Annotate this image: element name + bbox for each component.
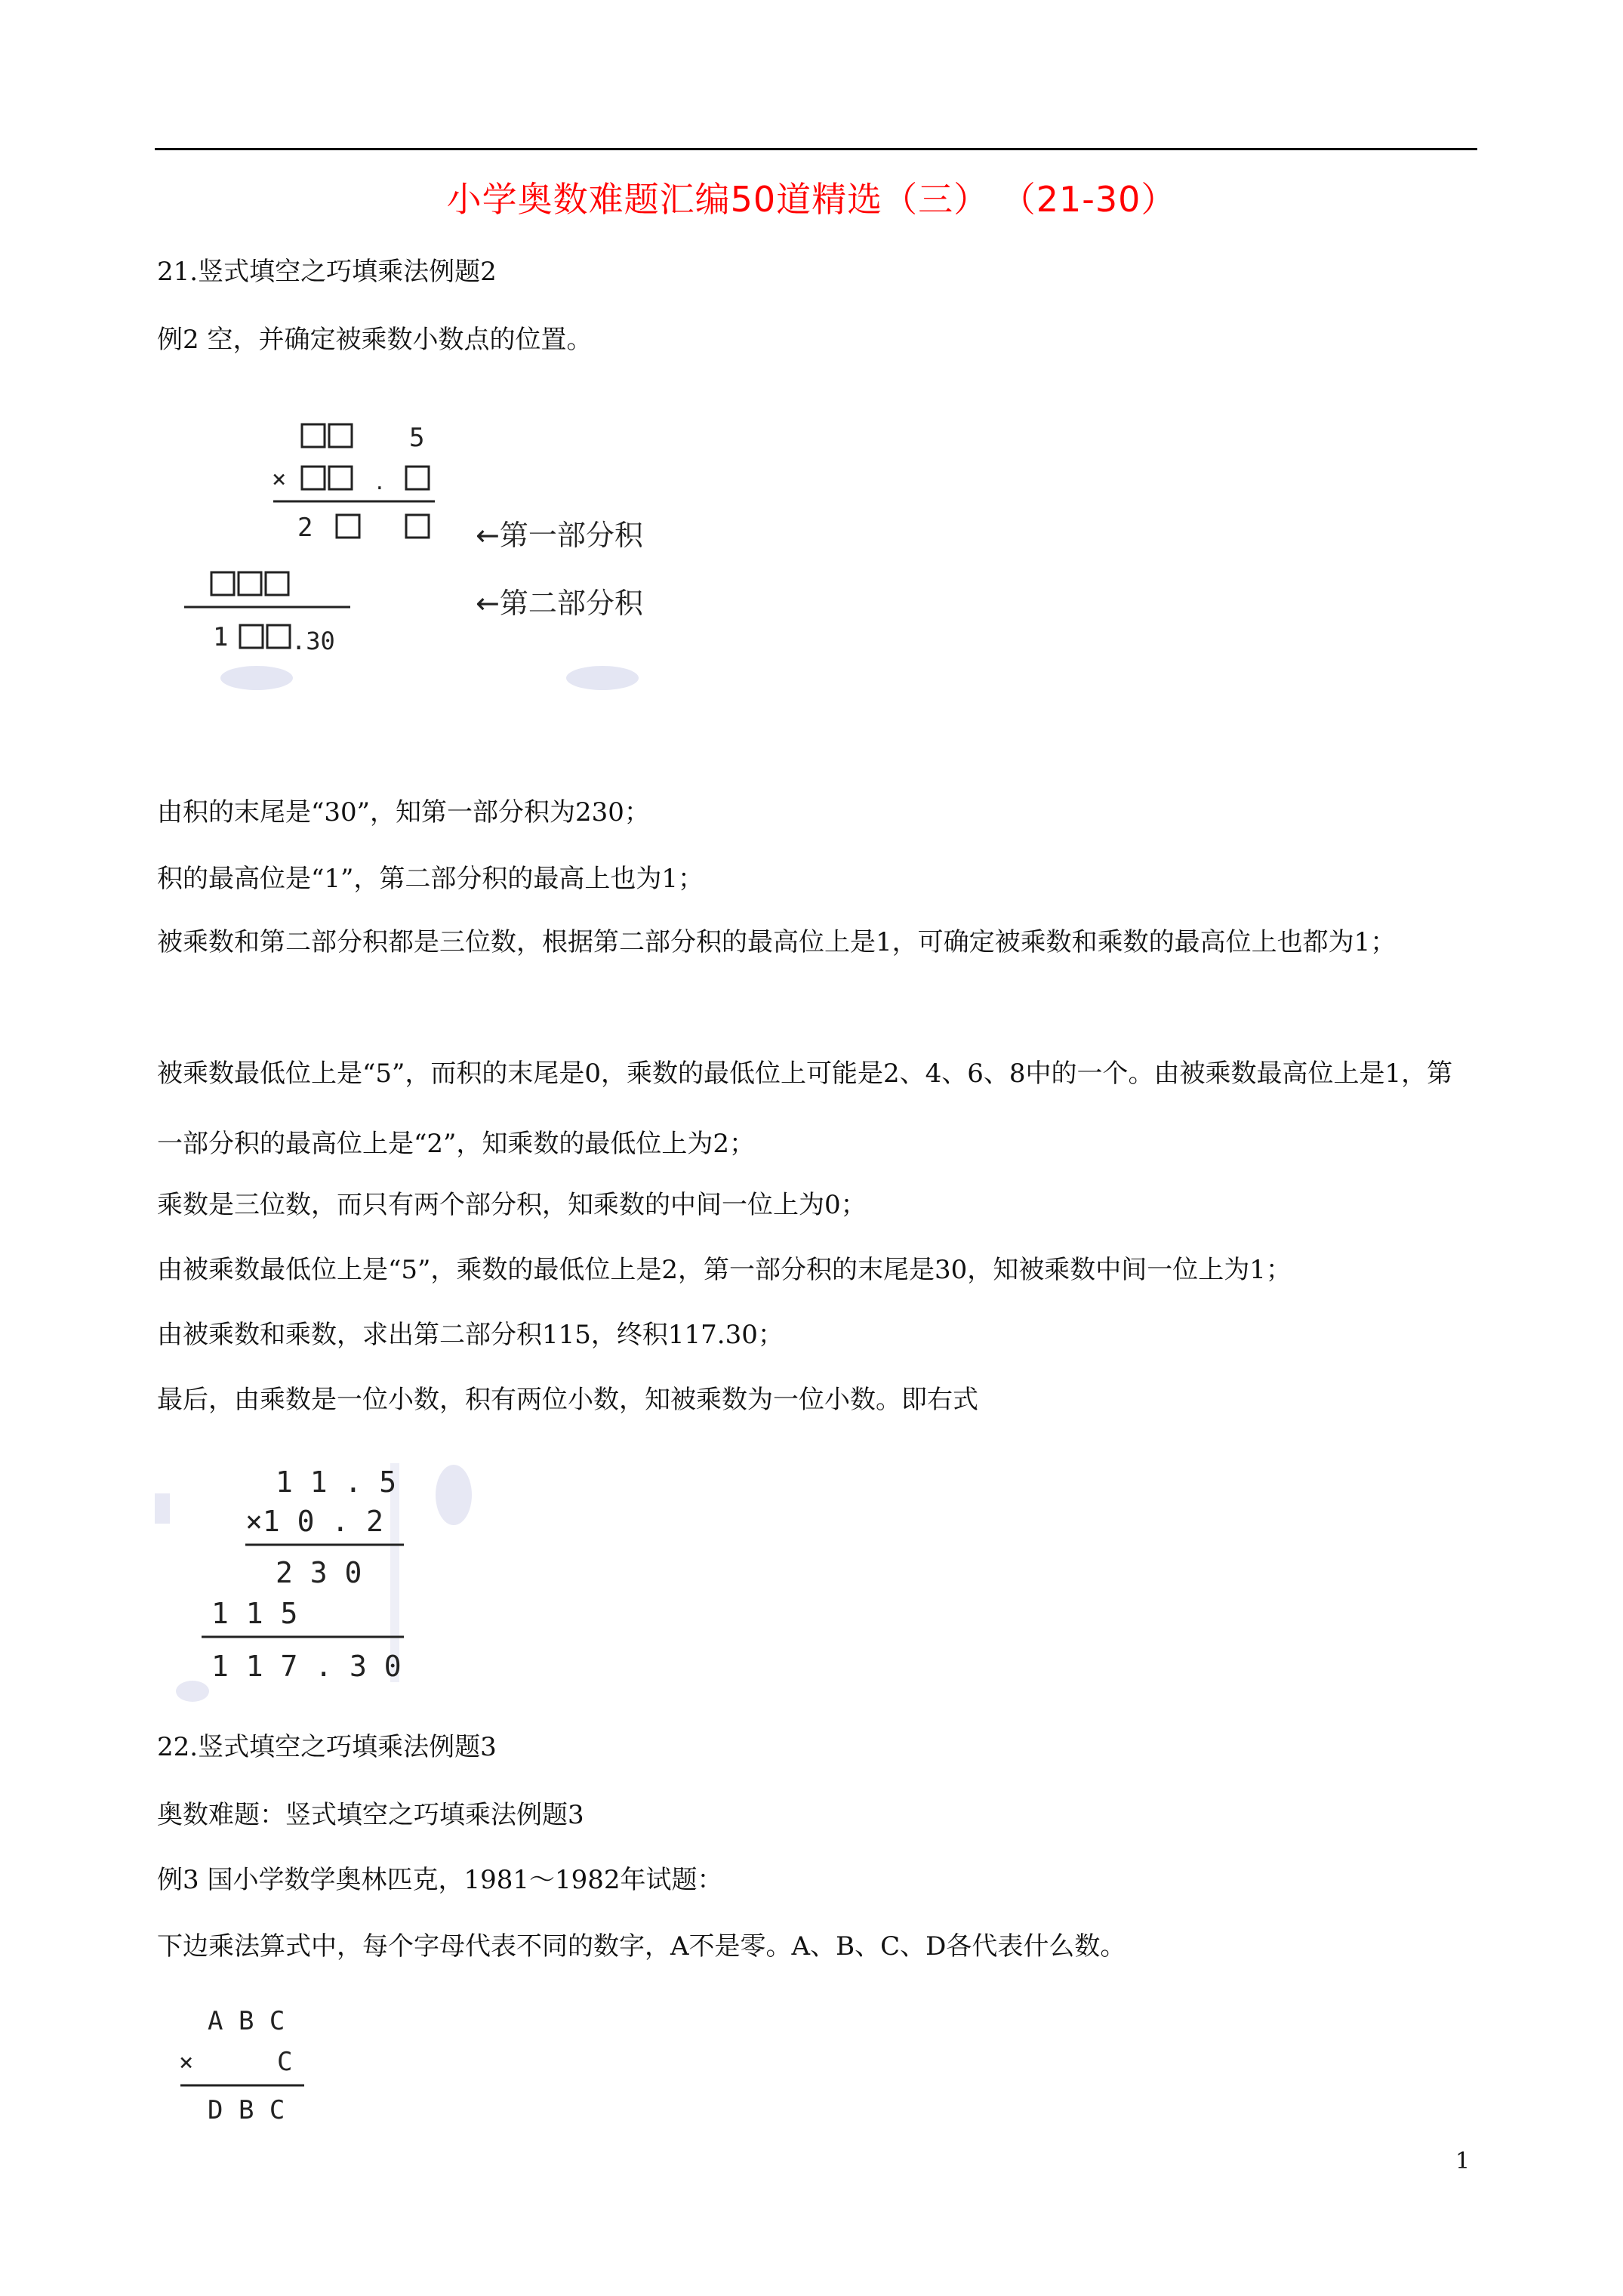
second-partial-label: ←第二部分积 [476,587,643,620]
blank-box [239,572,261,595]
product-digit: 1 [213,622,229,652]
q21-solution-line-1: 由积的末尾是“30”，知第一部分积为230； [157,797,650,827]
blank-box [337,515,359,538]
multiplier-row [272,464,429,495]
multiplier: ×1 0 . 2 [245,1505,384,1538]
puzzle-figure-1 [166,408,694,702]
page-number: 1 [1455,2148,1471,2174]
product-row [213,622,335,655]
q21-solution-line-4: 被乘数最低位上是“5”，而积的末尾是0，乘数的最低位上可能是2、4、6、8中的一个。由被乘数最高位上是1，第一部分积的最高位上是“2”，知乘数的最低位上为2； [157,1059,1453,1159]
q21-solution-line-6: 由被乘数最低位上是“5”，乘数的最低位上是2，第一部分积的末尾是30，知被乘数中间一位上为1； [157,1255,1292,1285]
blank-box [406,515,429,538]
blank-box [302,467,325,489]
blank-box [240,625,263,648]
q21-solution-line-3: 被乘数和第二部分积都是三位数，根据第二部分积的最高位上是1，可确定被乘数和乘数的最高位上也都为1； [157,927,1397,957]
blank-box [266,572,288,595]
second-partial-row [211,572,288,595]
multiplicand: 1 1 . 5 [276,1465,397,1499]
blank-box [329,467,352,489]
header-rule [155,148,1477,150]
q21-solution-line-8: 最后，由乘数是一位小数，积有两位小数，知被乘数为一位小数。即右式 [157,1385,978,1415]
solution-figure [155,1456,479,1705]
q21-heading: 21.竖式填空之巧填乘法例题2 [157,257,497,287]
letters-row-1: A B C [208,2006,285,2036]
q22-heading: 22.竖式填空之巧填乘法例题3 [157,1732,497,1762]
multiplicand-row [302,423,424,453]
second-partial-product: 1 1 5 [211,1597,298,1630]
first-partial-product: 2 3 0 [276,1556,362,1589]
blank-box [211,572,234,595]
first-partial-label: ←第一部分积 [476,519,643,552]
letters-row-3: D B C [208,2095,285,2125]
letter-puzzle-figure [170,2001,321,2133]
blank-box [267,625,290,648]
blank-box [329,424,352,447]
times-sign: × [179,2048,194,2076]
multiplicand-last-digit: 5 [409,423,425,453]
q21-solution-line-7: 由被乘数和乘数，求出第二部分积115，终积117.30； [157,1320,784,1350]
q21-intro: 例2 空，并确定被乘数小数点的位置。 [157,325,593,355]
product-tail: .30 [291,627,335,655]
partial-digit: 2 [297,513,313,543]
final-product: 1 1 7 . 3 0 [211,1650,402,1683]
q21-solution-line-5: 乘数是三位数，而只有两个部分积，知乘数的中间一位上为0； [157,1190,867,1220]
decimal-point: . [374,472,386,495]
q21-solution-line-2: 积的最高位是“1”，第二部分积的最高上也为1； [157,864,704,894]
times-sign: × [272,464,287,493]
q22-line-1: 奥数难题：竖式填空之巧填乘法例题3 [157,1800,584,1830]
q22-line-2: 例3 国小学数学奥林匹克，1981～1982年试题： [157,1865,723,1895]
page-title: 小学奥数难题汇编50道精选（三） （21-30） [446,179,1177,220]
letters-row-2: C [277,2047,293,2077]
q22-line-3: 下边乘法算式中，每个字母代表不同的数字，A不是零。A、B、C、D各代表什么数。 [157,1931,1126,1962]
blank-box [406,467,429,489]
first-partial-row [297,513,429,543]
blank-box [302,424,325,447]
